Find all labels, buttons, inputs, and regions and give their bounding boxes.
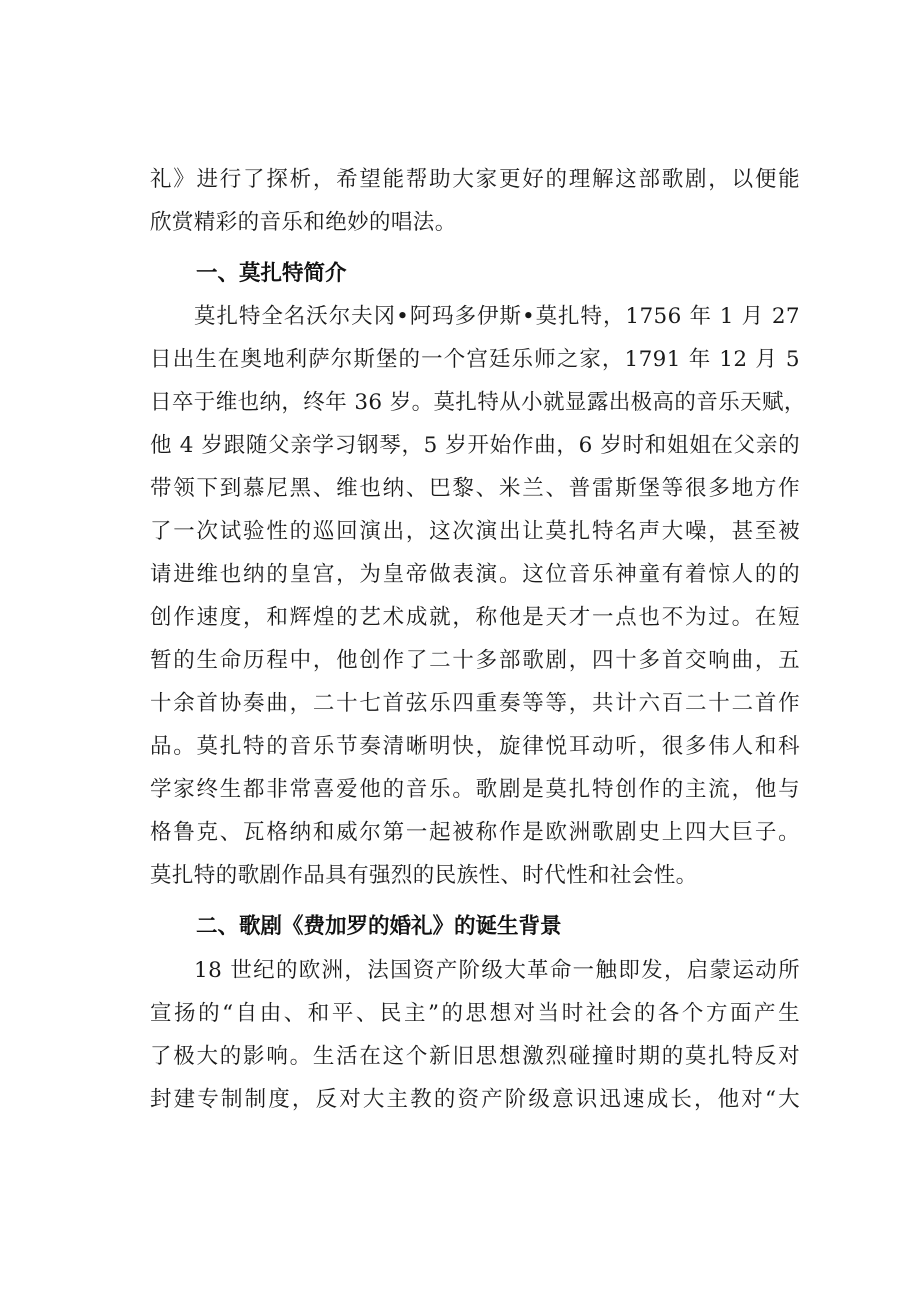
paragraph-line: 格鲁克、瓦格纳和威尔第一起被称作是欧洲歌剧史上四大巨子。 — [150, 820, 800, 845]
paragraph-line: 创作速度，和辉煌的艺术成就，称他是天才一点也不为过。在短 — [150, 605, 800, 630]
paragraph-line: 封建专制制度，反对大主教的资产阶级意识迅速成长，他对“大 — [150, 1087, 800, 1112]
paragraph-line: 品。莫扎特的音乐节奏清晰明快，旋律悦耳动听，很多伟人和科 — [150, 734, 800, 759]
paragraph-line: 宣扬的“自由、和平、民主”的思想对当时社会的各个方面产生 — [150, 1001, 800, 1026]
paragraph-line: 日卒于维也纳，终年 36 岁。莫扎特从小就显露出极高的音乐天赋， — [150, 390, 806, 415]
paragraph-line: 十余首协奏曲，二十七首弦乐四重奏等等，共计六百二十二首作 — [150, 691, 800, 716]
paragraph-line: 请进维也纳的皇宫，为皇帝做表演。这位音乐神童有着惊人的的 — [150, 562, 800, 587]
paragraph-line: 了极大的影响。生活在这个新旧思想激烈碰撞时期的莫扎特反对 — [150, 1044, 800, 1069]
paragraph-line: 礼》进行了探析，希望能帮助大家更好的理解这部歌剧，以便能 — [150, 167, 800, 192]
section-heading: 一、莫扎特简介 — [196, 261, 347, 286]
section-heading: 二、歌剧《费加罗的婚礼》的诞生背景 — [196, 914, 562, 939]
paragraph-line: 学家终生都非常喜爱他的音乐。歌剧是莫扎特创作的主流，他与 — [150, 777, 800, 802]
paragraph-line: 莫扎特的歌剧作品具有强烈的民族性、时代性和社会性。 — [150, 863, 698, 888]
paragraph-line: 18 世纪的欧洲，法国资产阶级大革命一触即发，启蒙运动所 — [194, 958, 800, 983]
paragraph-line: 了一次试验性的巡回演出，这次演出让莫扎特名声大噪，甚至被 — [150, 519, 800, 544]
paragraph-line: 带领下到慕尼黑、维也纳、巴黎、米兰、普雷斯堡等很多地方作 — [150, 476, 800, 501]
paragraph-line: 他 4 岁跟随父亲学习钢琴，5 岁开始作曲，6 岁时和姐姐在父亲的 — [150, 433, 800, 458]
paragraph-line: 暂的生命历程中，他创作了二十多部歌剧，四十多首交响曲，五 — [150, 648, 800, 673]
paragraph-line: 莫扎特全名沃尔夫冈•阿玛多伊斯•莫扎特，1756 年 1 月 27 — [194, 304, 800, 329]
paragraph-line: 日出生在奥地利萨尔斯堡的一个宫廷乐师之家，1791 年 12 月 5 — [150, 347, 800, 372]
paragraph-line: 欣赏精彩的音乐和绝妙的唱法。 — [150, 210, 457, 235]
